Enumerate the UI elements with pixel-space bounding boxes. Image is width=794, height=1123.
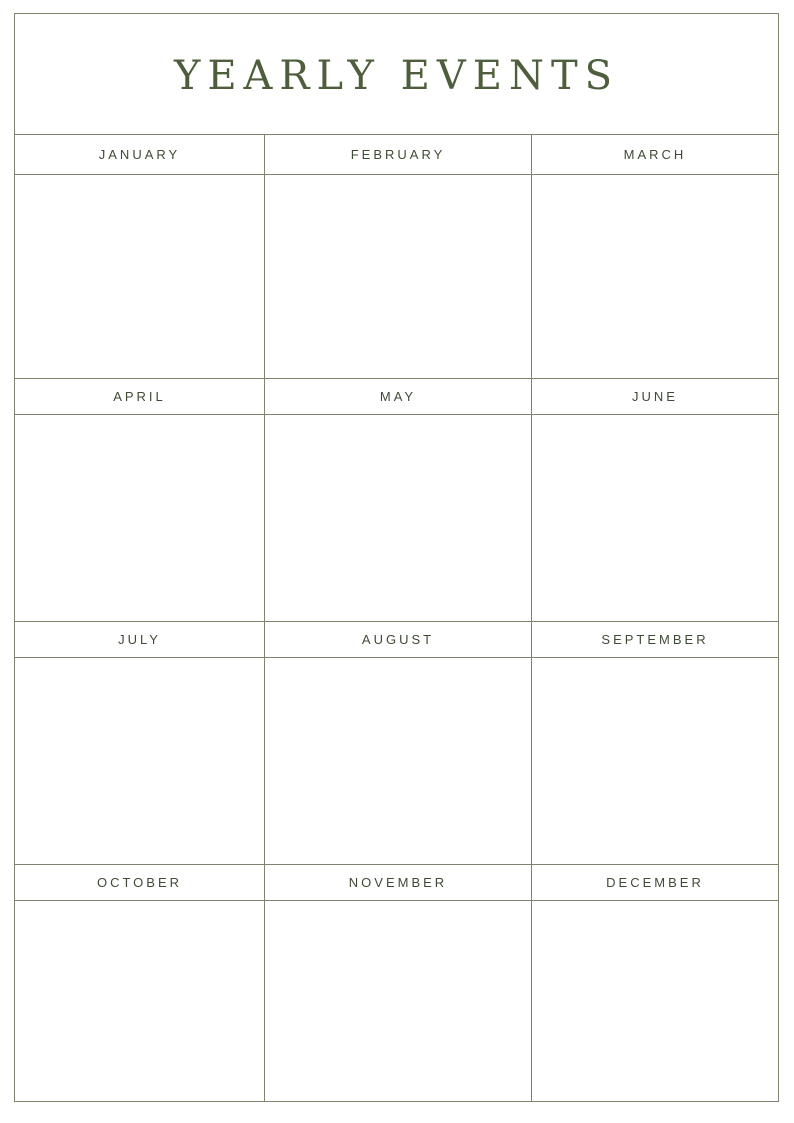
- month-label-july: JULY: [118, 632, 161, 647]
- month-box-february[interactable]: [265, 175, 531, 378]
- month-label-may: MAY: [379, 389, 417, 404]
- month-box-may[interactable]: [265, 415, 531, 621]
- month-box-june[interactable]: [532, 415, 778, 621]
- month-label-january: JANUARY: [98, 147, 181, 162]
- month-box-october[interactable]: [15, 901, 264, 1101]
- month-box-april[interactable]: [15, 415, 264, 621]
- month-label-april: APRIL: [113, 389, 166, 404]
- month-box-july[interactable]: [15, 658, 264, 864]
- month-label-march: MARCH: [623, 147, 687, 162]
- month-label-september: SEPTEMBER: [601, 632, 709, 647]
- page-title: YEARLY EVENTS: [173, 53, 620, 99]
- month-box-december[interactable]: [532, 901, 778, 1101]
- month-box-august[interactable]: [265, 658, 531, 864]
- planner-frame: [14, 13, 779, 1102]
- month-label-december: DECEMBER: [606, 875, 704, 890]
- month-label-november: NOVEMBER: [348, 875, 448, 890]
- month-box-september[interactable]: [532, 658, 778, 864]
- month-box-january[interactable]: [15, 175, 264, 378]
- month-label-october: OCTOBER: [96, 875, 183, 890]
- month-box-november[interactable]: [265, 901, 531, 1101]
- month-label-february: FEBRUARY: [350, 147, 446, 162]
- month-label-august: AUGUST: [361, 632, 435, 647]
- month-label-june: JUNE: [632, 389, 678, 404]
- month-box-march[interactable]: [532, 175, 778, 378]
